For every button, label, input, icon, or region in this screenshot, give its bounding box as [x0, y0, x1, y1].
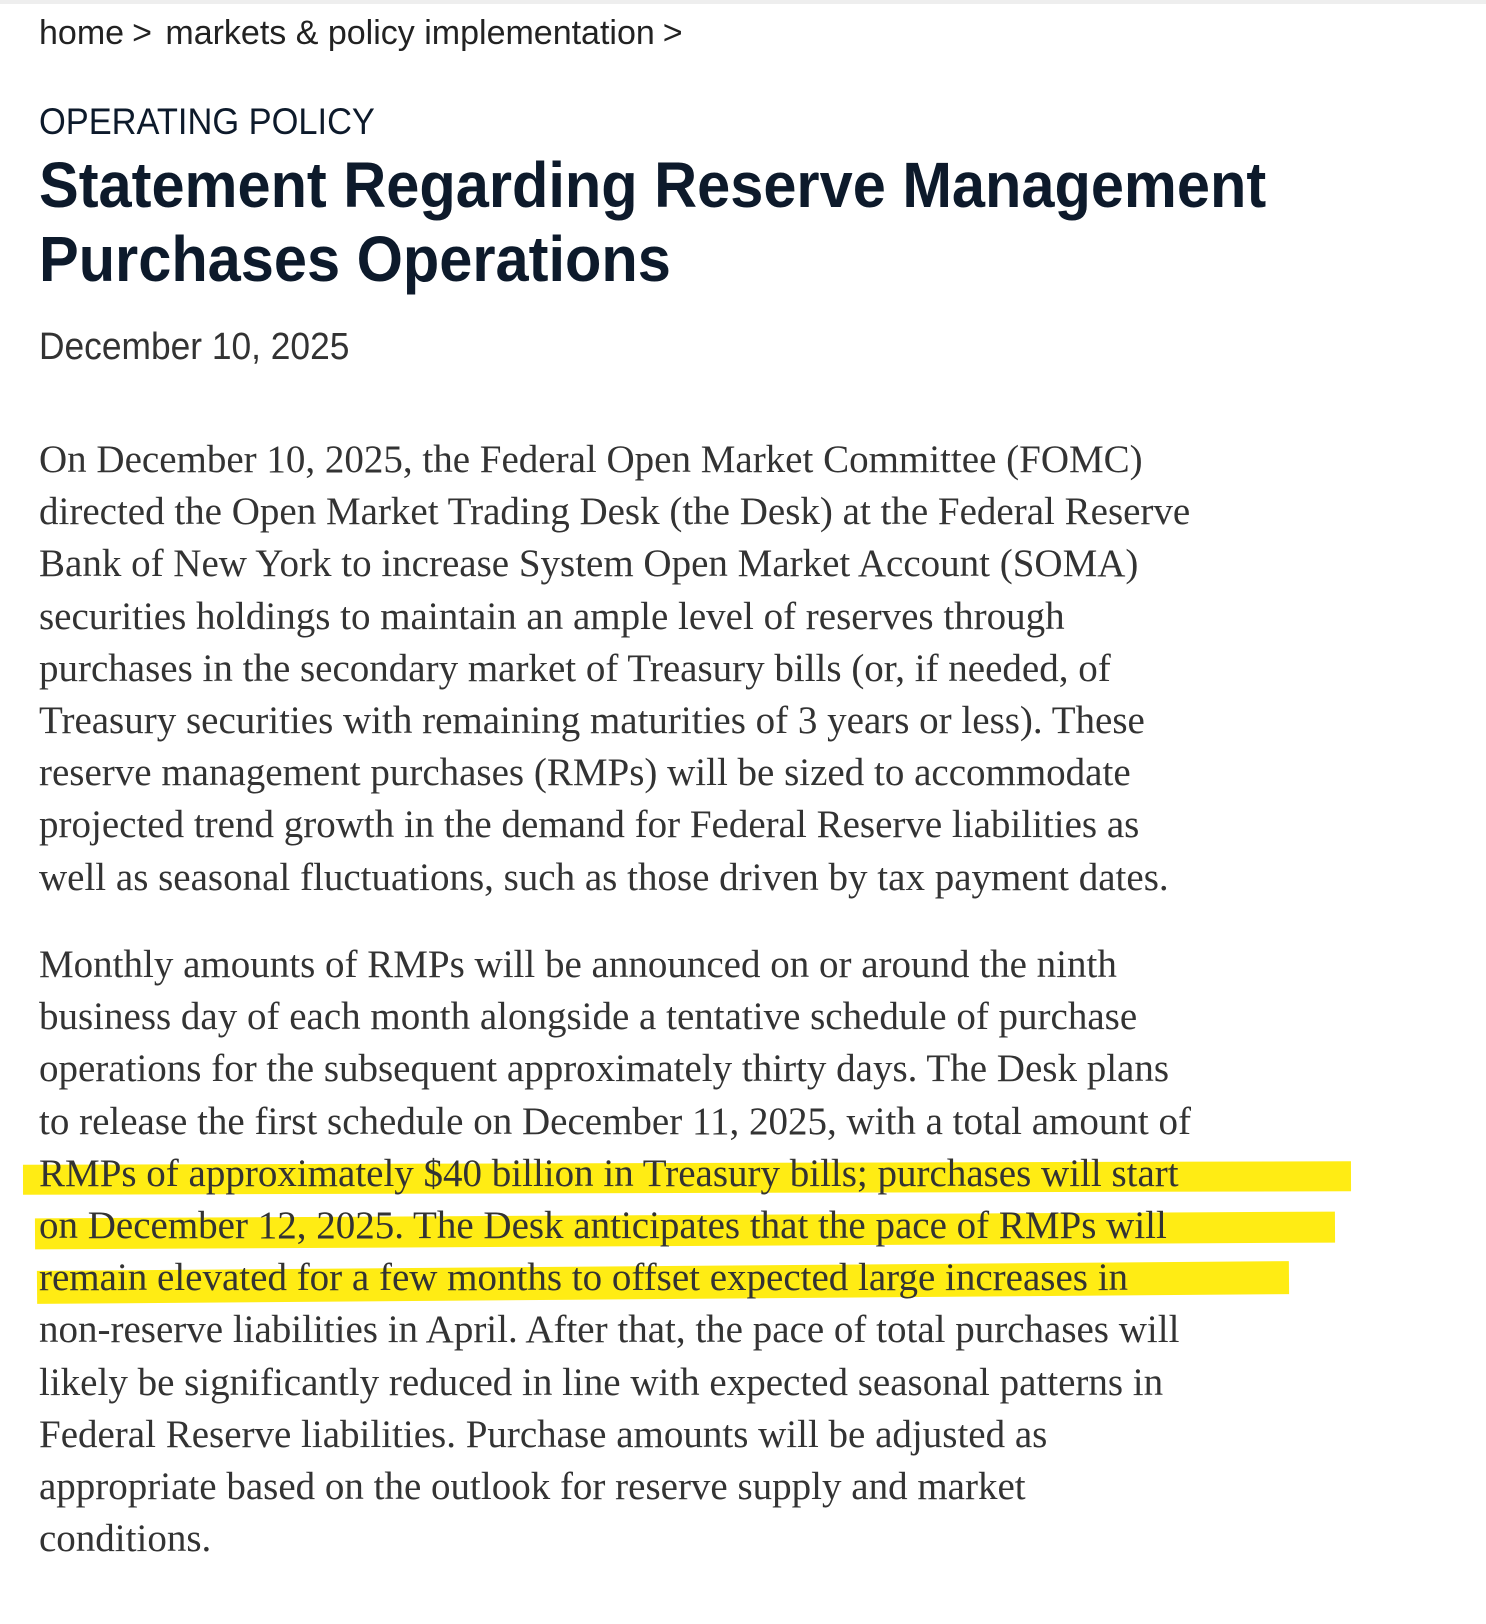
highlighted-line: remain elevated for a few months to offset expected large increases in [39, 1256, 1129, 1300]
paragraph-2 [39, 939, 1399, 1565]
paragraph-line: reserve management purchases (RMPs) will be sized to accommodate [39, 751, 1131, 795]
paragraph-line: directed the Open Market Trading Desk (the Desk) at the Federal Reserve [39, 490, 1191, 534]
highlighted-line: RMPs of approximately $40 billion in Treasury bills; purchases will start [39, 1151, 1179, 1195]
page-title: Statement Regarding Reserve Management Purchases Operations [39, 149, 1267, 295]
paragraph-line: Federal Reserve liabilities. Purchase amounts will be adjusted as [39, 1412, 1048, 1456]
paragraph-line: On December 10, 2025, the Federal Open Market Committee (FOMC) [39, 438, 1143, 481]
paragraph-line: appropriate based on the outlook for reserve supply and market [39, 1465, 1026, 1509]
paragraph-line: operations for the subsequent approximately thirty days. The Desk plans [39, 1047, 1170, 1091]
breadcrumb [39, 10, 687, 56]
paragraph-1 [39, 434, 1399, 904]
paragraph-line: non-reserve liabilities in April. After that, the pace of total purchases will [39, 1308, 1180, 1352]
paragraph-line: business day of each month alongside a tentative schedule of purchase [39, 995, 1138, 1039]
paragraph-line: conditions. [39, 1517, 212, 1561]
paragraph-line: securities holdings to maintain an ample level of reserves through [39, 594, 1065, 638]
breadcrumb-home-link[interactable]: home [39, 14, 125, 52]
paragraph-line: Monthly amounts of RMPs will be announced on or around the ninth [39, 943, 1117, 986]
paragraph-line: Bank of New York to increase System Open Market Account (SOMA) [39, 542, 1139, 586]
paragraph-line: projected trend growth in the demand for Federal Reserve liabilities as [39, 803, 1140, 847]
breadcrumb-separator: > [132, 14, 152, 52]
breadcrumb-separator: > [662, 14, 683, 52]
paragraph-line: Treasury securities with remaining maturities of 3 years or less). These [39, 699, 1145, 743]
paragraph-line: well as seasonal fluctuations, such as those driven by tax payment dates. [39, 855, 1169, 899]
paragraph-line: purchases in the secondary market of Treasury bills (or, if needed, of [39, 646, 1111, 690]
paragraph-line: likely be significantly reduced in line with expected seasonal patterns in [39, 1360, 1164, 1404]
top-border [0, 0, 1486, 4]
breadcrumb-section-link[interactable]: markets & policy implementation [165, 14, 655, 52]
publish-date: December 10, 2025 [39, 326, 350, 368]
highlighted-line: on December 12, 2025. The Desk anticipates that the pace of RMPs will [39, 1204, 1167, 1248]
paragraph-line: to release the first schedule on December 11, 2025, with a total amount of [39, 1099, 1191, 1143]
eyebrow-label: OPERATING POLICY [39, 101, 375, 142]
